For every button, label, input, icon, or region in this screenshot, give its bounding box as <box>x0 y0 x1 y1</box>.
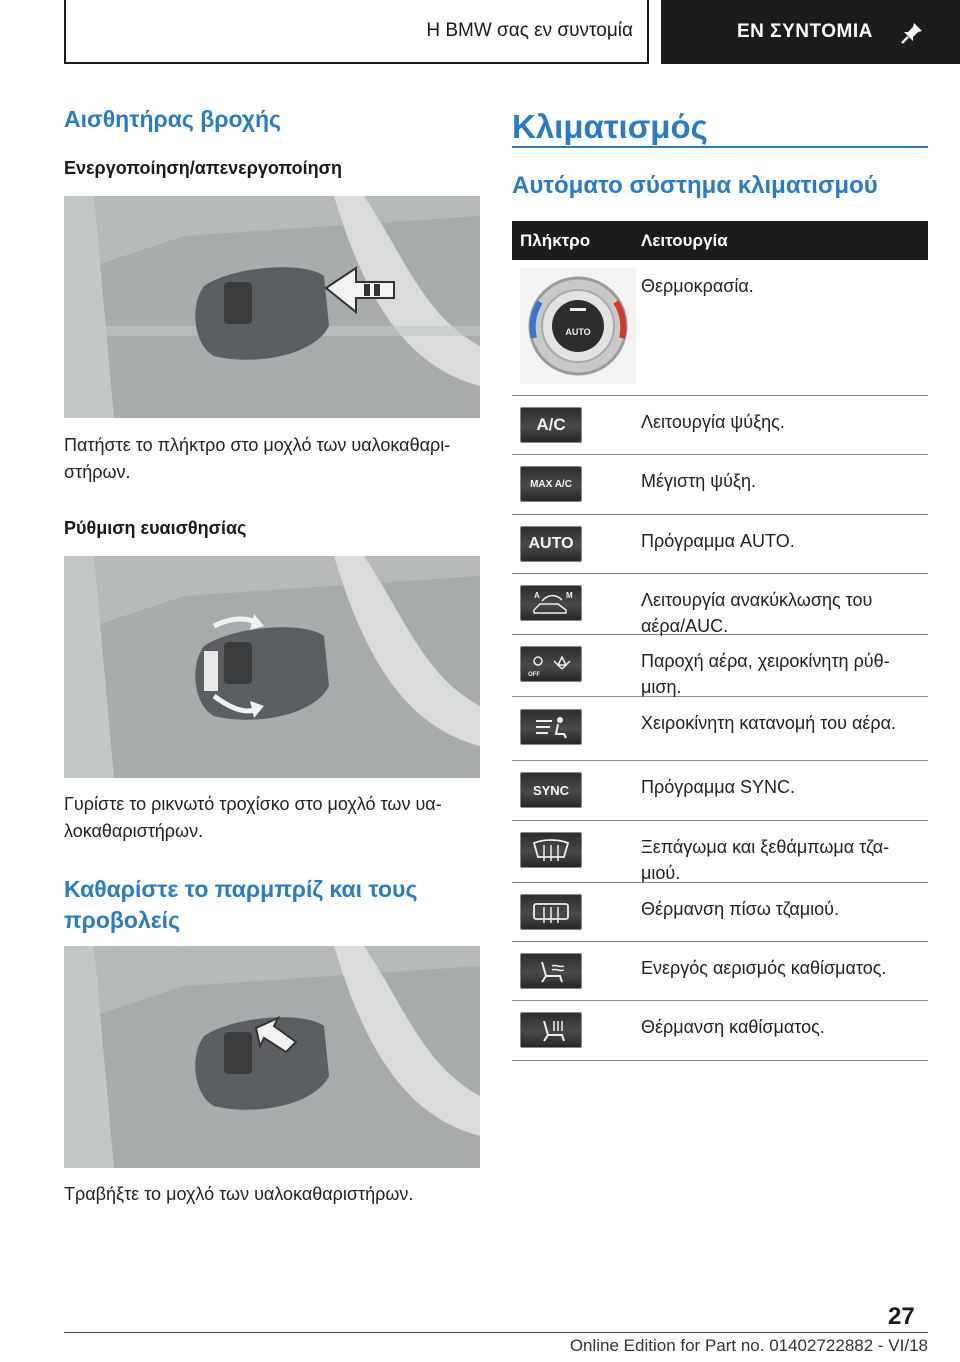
rain-sensor-heading: Αισθητήρας βροχής <box>64 106 281 132</box>
sync-button-label: SYNC <box>532 782 570 798</box>
seat-ventilation-icon <box>520 953 582 989</box>
auto-button-label: AUTO <box>528 535 574 552</box>
function-text: Θέρμανση πίσω τζαμιού. <box>641 899 839 919</box>
wiper-stalk-photo-2 <box>64 556 480 778</box>
function-text: Μέγιστη ψύξη. <box>641 471 756 491</box>
activate-instructions: Πατήστε το πλήκτρο στο μοχλό των υαλοκαθαρι-στήρων. <box>64 435 451 482</box>
table-row <box>512 455 928 515</box>
table-row <box>512 574 928 635</box>
knob-auto-label: AUTO <box>565 327 591 337</box>
table-row <box>512 1001 928 1061</box>
wash-instructions: Τραβήξτε το μοχλό των υαλοκαθαριστήρων. <box>64 1184 414 1204</box>
svg-text:M: M <box>566 591 573 600</box>
wash-heading: Καθαρίστε το παρμπρίζ και τους προβολείς <box>64 876 418 933</box>
sync-button-icon <box>520 772 582 808</box>
table-row <box>512 635 928 697</box>
function-text: Ξεπάγωμα και ξεθάμπωμα τζα-μιού. <box>641 837 890 883</box>
recirculation-icon <box>520 585 582 621</box>
footer-rule <box>64 1332 928 1333</box>
climate-title: Κλιματισμός <box>512 108 708 145</box>
title-rule <box>512 146 928 148</box>
fan-off-label: OFF <box>528 672 540 678</box>
activate-heading: Ενεργοποίηση/απενεργοποίηση <box>64 158 342 178</box>
wiper-stalk-photo-1 <box>64 196 480 418</box>
pin-icon <box>899 20 925 46</box>
header-tab-chapter[interactable] <box>661 0 960 64</box>
auto-climate-heading: Αυτόματο σύστημα κλιματισμού <box>512 172 878 199</box>
rear-defrost-icon <box>520 894 582 930</box>
table-row <box>512 515 928 574</box>
function-text: Πρόγραμμα SYNC. <box>641 777 796 797</box>
ac-button-label: A/C <box>536 415 566 434</box>
table-row <box>512 761 928 821</box>
page-number: 27 <box>888 1303 915 1330</box>
fan-icon <box>520 646 582 682</box>
auto-button-icon <box>520 526 582 562</box>
function-text: Θέρμανση καθίσματος. <box>641 1017 825 1037</box>
table-header <box>512 221 928 260</box>
function-text: Θερμοκρασία. <box>641 276 754 296</box>
function-text: Πρόγραμμα AUTO. <box>641 531 795 551</box>
max-ac-button-icon <box>520 466 582 502</box>
table-row <box>512 396 928 455</box>
table-row <box>512 260 928 396</box>
temperature-knob-icon <box>520 268 636 389</box>
seat-heating-icon <box>520 1012 582 1048</box>
table-row <box>512 697 928 761</box>
column-key: Πλήκτρο <box>520 231 591 250</box>
column-function: Λειτουργία <box>641 231 728 250</box>
table-row <box>512 942 928 1001</box>
function-text: Λειτουργία ανακύκλωσης του αέρα/AUC. <box>641 590 873 636</box>
table-row <box>512 883 928 942</box>
sensitivity-instructions: Γυρίστε το ρικνωτό τροχίσκο στο μοχλό των υα-λοκαθαριστήρων. <box>64 794 442 841</box>
max-ac-button-label: MAX A/C <box>530 478 572 490</box>
windshield-defrost-icon <box>520 832 582 868</box>
svg-text:A: A <box>534 591 540 600</box>
function-text: Παροχή αέρα, χειροκίνητη ρύθ-μιση. <box>641 651 890 697</box>
air-distribution-icon <box>520 709 582 745</box>
climate-controls-table <box>512 221 928 1061</box>
function-text: Ενεργός αερισμός καθίσματος. <box>641 958 887 978</box>
function-text: Λειτουργία ψύξης. <box>641 412 785 432</box>
header-section-label: Η BMW σας εν συντομία <box>426 20 633 41</box>
function-text: Χειροκίνητη κατανομή του αέρα. <box>641 713 897 733</box>
header-tab-section[interactable] <box>64 0 649 64</box>
header-chapter-label: ΕΝ ΣΥΝΤΟΜΙΑ <box>737 21 873 42</box>
sensitivity-heading: Ρύθμιση ευαισθησίας <box>64 518 247 538</box>
footer-edition: Online Edition for Part no. 01402722882 - VI/18 <box>569 1336 928 1355</box>
ac-button-icon <box>520 407 582 443</box>
table-row <box>512 821 928 883</box>
wiper-stalk-photo-3 <box>64 946 480 1168</box>
